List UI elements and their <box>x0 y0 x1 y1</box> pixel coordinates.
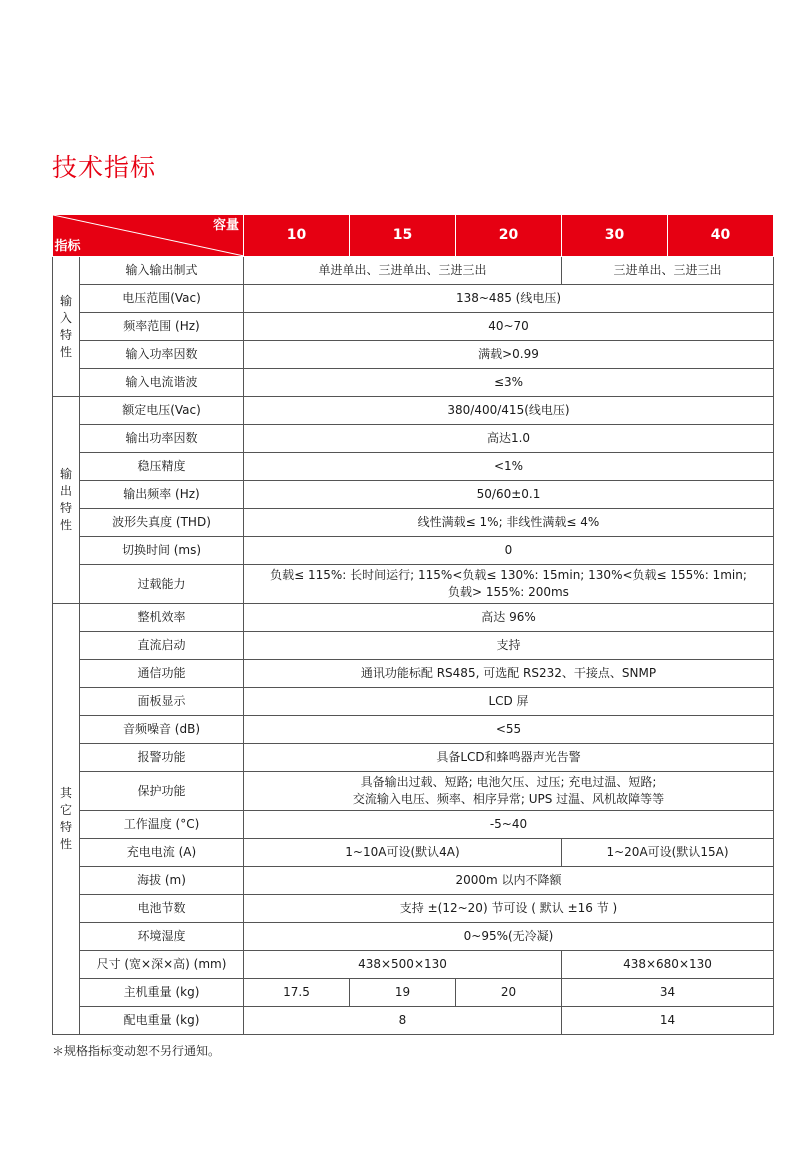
row-label: 尺寸 (宽×深×高) (mm) <box>80 951 244 979</box>
table-row <box>53 895 774 923</box>
row-label: 输入功率因数 <box>80 341 244 369</box>
group-char: 入 <box>59 310 72 325</box>
table-row <box>53 537 774 565</box>
row-label: 输入电流谐波 <box>80 369 244 397</box>
row-value: ≤3% <box>244 369 774 397</box>
row-label: 音频噪音 (dB) <box>80 716 244 744</box>
table-row <box>53 257 774 285</box>
row-value: 通讯功能标配 RS485, 可选配 RS232、干接点、SNMP <box>244 660 774 688</box>
row-value: LCD 屏 <box>244 688 774 716</box>
group-output-characteristics <box>53 397 80 604</box>
group-char: 特 <box>59 327 72 342</box>
row-label: 输出功率因数 <box>80 425 244 453</box>
row-label: 通信功能 <box>80 660 244 688</box>
row-value: 三进单出、三进三出 <box>562 257 774 285</box>
table-row <box>53 923 774 951</box>
row-value: 具备LCD和蜂鸣器声光告警 <box>244 744 774 772</box>
row-value: 50/60±0.1 <box>244 481 774 509</box>
row-label: 环境湿度 <box>80 923 244 951</box>
row-value: 1~10A可设(默认4A) <box>244 839 562 867</box>
group-char: 特 <box>59 501 72 515</box>
table-row <box>53 744 774 772</box>
group-char: 出 <box>59 484 72 498</box>
row-value: 1~20A可设(默认15A) <box>562 839 774 867</box>
row-value: 17.5 <box>244 979 350 1007</box>
row-label: 电池节数 <box>80 895 244 923</box>
group-char: 输 <box>59 293 72 308</box>
row-value: 支持 <box>244 632 774 660</box>
row-value: <55 <box>244 716 774 744</box>
table-row <box>53 509 774 537</box>
row-label: 主机重量 (kg) <box>80 979 244 1007</box>
overload-line-1: 负载≤ 115%: 长时间运行; 115%<负载≤ 130%: 15min; 130%<负载≤ 155%: 1min; <box>270 568 747 582</box>
table-row <box>53 481 774 509</box>
group-char: 性 <box>59 837 72 851</box>
table-row <box>53 313 774 341</box>
table-row <box>53 951 774 979</box>
table-row <box>53 979 774 1007</box>
overload-line-2: 负载> 155%: 200ms <box>448 585 569 599</box>
row-value: <1% <box>244 453 774 481</box>
footnote: ＊规格指标变动恕不另行通知。 <box>52 1044 221 1058</box>
row-value: 138~485 (线电压) <box>244 285 774 313</box>
row-value: 20 <box>456 979 562 1007</box>
row-label: 报警功能 <box>80 744 244 772</box>
row-label: 工作温度 (°C) <box>80 811 244 839</box>
row-value: 高达1.0 <box>244 425 774 453</box>
row-value: 0~95%(无冷凝) <box>244 923 774 951</box>
indicator-header-label: 指标 <box>54 239 81 254</box>
group-char: 输 <box>59 467 72 481</box>
row-label: 稳压精度 <box>80 453 244 481</box>
table-row <box>53 632 774 660</box>
row-value: 438×680×130 <box>562 951 774 979</box>
row-value: 满载>0.99 <box>244 341 774 369</box>
row-label: 面板显示 <box>80 688 244 716</box>
row-label: 配电重量 (kg) <box>80 1007 244 1035</box>
row-label: 整机效率 <box>80 604 244 632</box>
table-row <box>53 565 774 604</box>
protection-line-1: 具备输出过载、短路; 电池欠压、过压; 充电过温、短路; <box>360 775 657 789</box>
row-value: 单进单出、三进单出、三进三出 <box>244 257 562 285</box>
row-value: 34 <box>562 979 774 1007</box>
capacity-header-label: 容量 <box>212 218 239 233</box>
row-label: 直流启动 <box>80 632 244 660</box>
row-label: 过载能力 <box>80 565 244 604</box>
header-corner-cell <box>53 215 244 257</box>
table-row <box>53 772 774 811</box>
table-row <box>53 604 774 632</box>
row-label: 海拔 (m) <box>80 867 244 895</box>
row-label: 额定电压(Vac) <box>80 397 244 425</box>
capacity-15: 15 <box>350 215 456 257</box>
group-char: 性 <box>59 518 72 532</box>
group-input-characteristics <box>53 257 80 397</box>
row-value: 0 <box>244 537 774 565</box>
table-row <box>53 453 774 481</box>
capacity-30: 30 <box>562 215 668 257</box>
row-value: 支持 ±(12~20) 节可设 ( 默认 ±16 节 ) <box>244 895 774 923</box>
table-row <box>53 660 774 688</box>
row-value: 40~70 <box>244 313 774 341</box>
capacity-40: 40 <box>668 215 774 257</box>
table-row <box>53 341 774 369</box>
row-label: 输出频率 (Hz) <box>80 481 244 509</box>
row-value: 438×500×130 <box>244 951 562 979</box>
page-title: 技术指标 <box>52 153 157 182</box>
row-label: 切换时间 (ms) <box>80 537 244 565</box>
protection-line-2: 交流输入电压、频率、相序异常; UPS 过温、风机故障等等 <box>352 792 665 806</box>
row-value: 19 <box>350 979 456 1007</box>
row-value: 线性满载≤ 1%; 非线性满载≤ 4% <box>244 509 774 537</box>
row-value: 14 <box>562 1007 774 1035</box>
row-value: 2000m 以内不降额 <box>244 867 774 895</box>
row-label: 保护功能 <box>80 772 244 811</box>
group-char: 它 <box>59 803 72 817</box>
row-value <box>244 772 774 811</box>
table-row <box>53 839 774 867</box>
group-char: 特 <box>59 820 72 834</box>
table-row <box>53 369 774 397</box>
group-char: 其 <box>59 786 72 800</box>
row-label: 输入输出制式 <box>80 257 244 285</box>
capacity-10: 10 <box>244 215 350 257</box>
row-value: -5~40 <box>244 811 774 839</box>
capacity-20: 20 <box>456 215 562 257</box>
row-value: 8 <box>244 1007 562 1035</box>
table-header-row <box>53 215 774 257</box>
row-label: 波形失真度 (THD) <box>80 509 244 537</box>
spec-table <box>52 215 774 1035</box>
group-char: 性 <box>59 344 72 359</box>
table-row <box>53 688 774 716</box>
row-value: 高达 96% <box>244 604 774 632</box>
table-row <box>53 716 774 744</box>
row-value <box>244 565 774 604</box>
row-label: 充电电流 (A) <box>80 839 244 867</box>
table-row <box>53 1007 774 1035</box>
table-row <box>53 867 774 895</box>
table-row <box>53 425 774 453</box>
row-label: 频率范围 (Hz) <box>80 313 244 341</box>
table-row <box>53 285 774 313</box>
row-value: 380/400/415(线电压) <box>244 397 774 425</box>
group-other-characteristics <box>53 604 80 1035</box>
table-row <box>53 397 774 425</box>
row-label: 电压范围(Vac) <box>80 285 244 313</box>
table-row <box>53 811 774 839</box>
